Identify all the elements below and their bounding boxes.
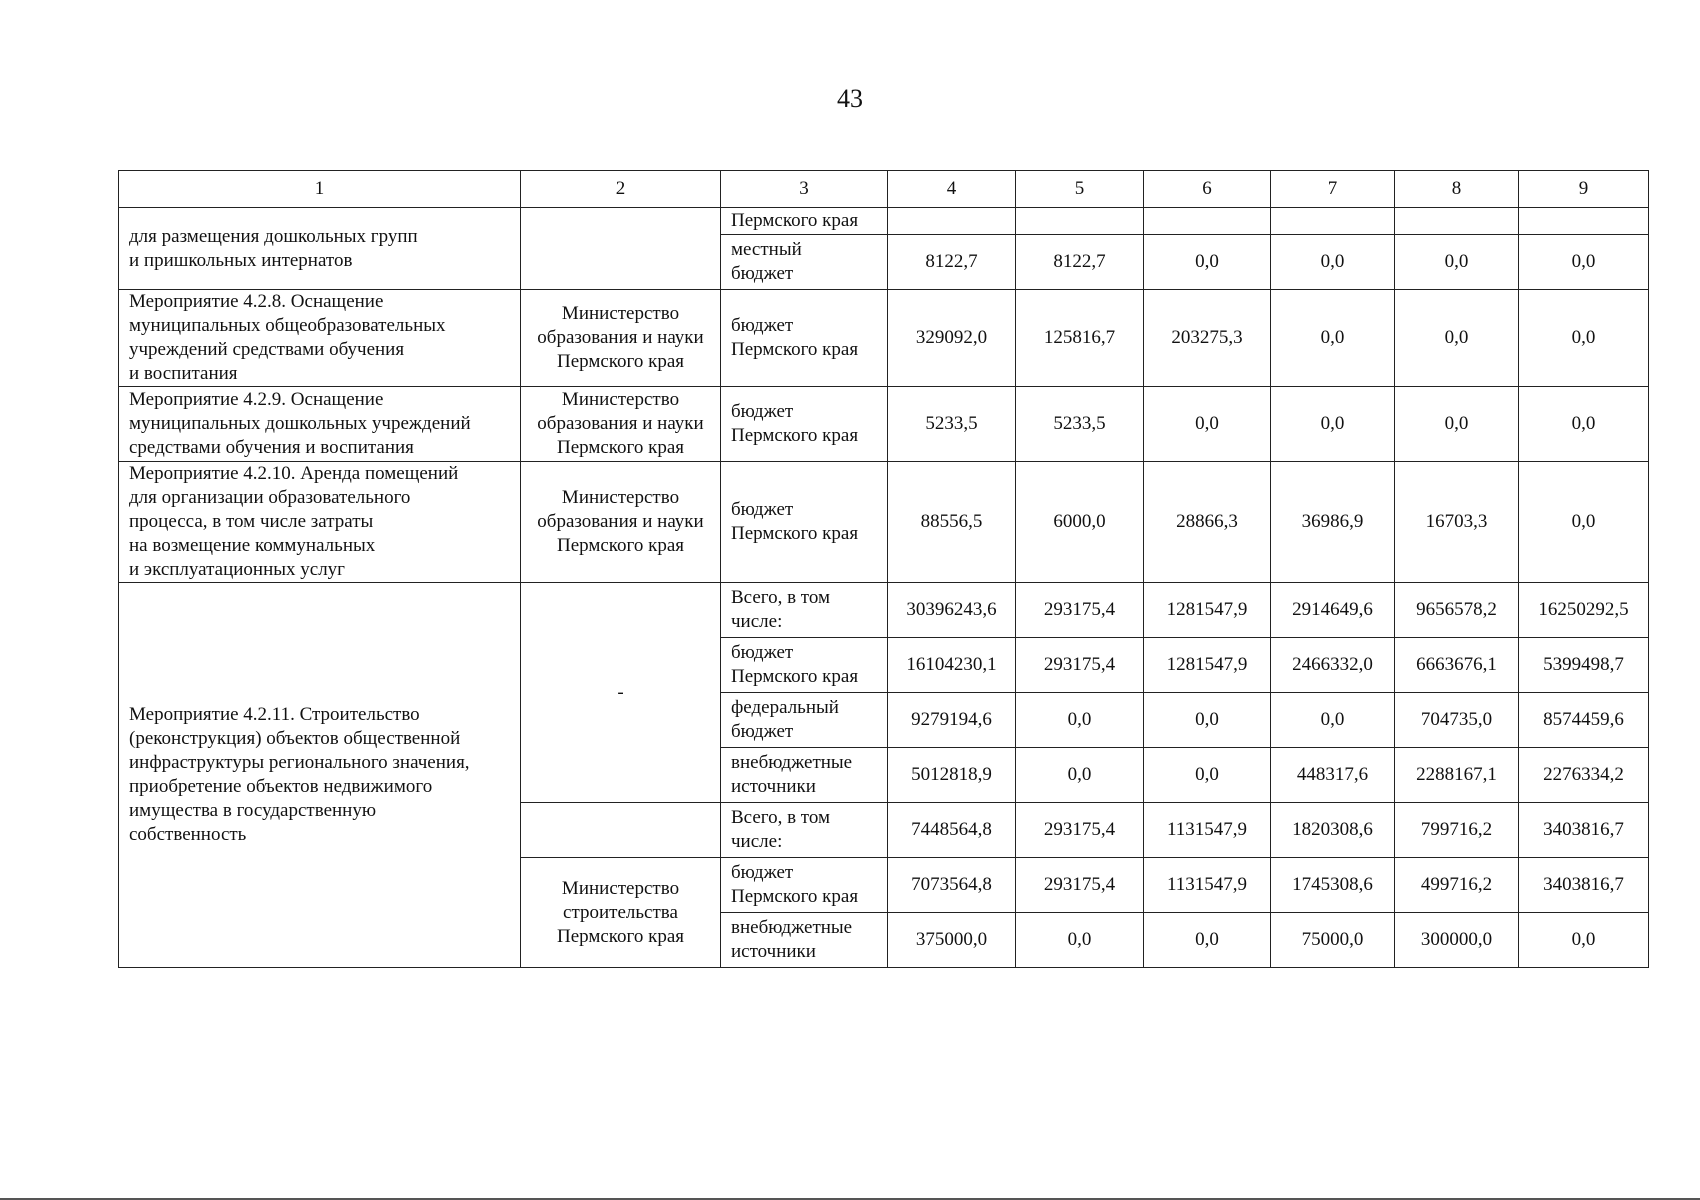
amount-cell: 125816,7 (1016, 290, 1144, 387)
executor-cell: - (521, 583, 721, 803)
amount-cell: 16104230,1 (888, 638, 1016, 693)
amount-cell: 9656578,2 (1395, 583, 1519, 638)
amount-cell: 1281547,9 (1144, 638, 1271, 693)
amount-cell (1519, 208, 1649, 235)
amount-cell: 2288167,1 (1395, 748, 1519, 803)
amount-cell: 0,0 (1144, 387, 1271, 462)
amount-cell: 0,0 (1519, 462, 1649, 583)
amount-cell (888, 208, 1016, 235)
amount-cell: 8574459,6 (1519, 693, 1649, 748)
amount-cell: 704735,0 (1395, 693, 1519, 748)
executor-cell (521, 208, 721, 290)
amount-cell (1144, 208, 1271, 235)
executor-cell: Министерство строительства Пермского края (521, 858, 721, 968)
table-row (119, 208, 1649, 235)
amount-cell: 75000,0 (1271, 913, 1395, 968)
amount-cell: 1745308,6 (1271, 858, 1395, 913)
event-name-cell: для размещения дошкольных групп и пришкольных интернатов (119, 208, 521, 290)
amount-cell: 0,0 (1395, 235, 1519, 290)
column-header: 6 (1144, 171, 1271, 208)
amount-cell: 0,0 (1519, 290, 1649, 387)
amount-cell: 1131547,9 (1144, 803, 1271, 858)
funding-source-cell: Пермского края (721, 208, 888, 235)
event-name-cell: Мероприятие 4.2.10. Аренда помещений для организации образовательного процесса, в том числе затраты на возмещение коммунальных и эксплуатационных услуг (119, 462, 521, 583)
column-header: 8 (1395, 171, 1519, 208)
column-header: 1 (119, 171, 521, 208)
column-header: 3 (721, 171, 888, 208)
event-name-cell: Мероприятие 4.2.9. Оснащение муниципальных дошкольных учреждений средствами обучения и воспитания (119, 387, 521, 462)
amount-cell: 0,0 (1016, 913, 1144, 968)
event-name-cell: Мероприятие 4.2.11. Строительство (реконструкция) объектов общественной инфраструктуры регионального значения, приобретение объектов недвижимого имущества в государственную собственность (119, 583, 521, 968)
amount-cell: 0,0 (1519, 235, 1649, 290)
amount-cell: 0,0 (1395, 290, 1519, 387)
amount-cell: 0,0 (1144, 748, 1271, 803)
column-header: 5 (1016, 171, 1144, 208)
amount-cell: 329092,0 (888, 290, 1016, 387)
amount-cell: 293175,4 (1016, 638, 1144, 693)
table-row (119, 387, 1649, 462)
funding-source-cell: местный бюджет (721, 235, 888, 290)
amount-cell: 2276334,2 (1519, 748, 1649, 803)
amount-cell: 1131547,9 (1144, 858, 1271, 913)
funding-source-cell: Всего, в том числе: (721, 803, 888, 858)
amount-cell: 16250292,5 (1519, 583, 1649, 638)
amount-cell (1395, 208, 1519, 235)
amount-cell: 16703,3 (1395, 462, 1519, 583)
amount-cell: 499716,2 (1395, 858, 1519, 913)
amount-cell: 293175,4 (1016, 803, 1144, 858)
amount-cell: 203275,3 (1144, 290, 1271, 387)
budget-table (118, 170, 1649, 968)
amount-cell: 0,0 (1144, 235, 1271, 290)
amount-cell: 2914649,6 (1271, 583, 1395, 638)
amount-cell: 0,0 (1271, 387, 1395, 462)
amount-cell: 6000,0 (1016, 462, 1144, 583)
amount-cell: 293175,4 (1016, 583, 1144, 638)
amount-cell: 28866,3 (1144, 462, 1271, 583)
amount-cell: 30396243,6 (888, 583, 1016, 638)
amount-cell: 0,0 (1395, 387, 1519, 462)
amount-cell: 88556,5 (888, 462, 1016, 583)
amount-cell (1016, 208, 1144, 235)
amount-cell: 0,0 (1271, 693, 1395, 748)
funding-source-cell: Всего, в том числе: (721, 583, 888, 638)
amount-cell: 5399498,7 (1519, 638, 1649, 693)
executor-cell (521, 803, 721, 858)
amount-cell: 0,0 (1519, 913, 1649, 968)
page-number: 43 (837, 84, 863, 113)
amount-cell (1271, 208, 1395, 235)
amount-cell: 0,0 (1519, 387, 1649, 462)
funding-source-cell: федеральный бюджет (721, 693, 888, 748)
amount-cell: 300000,0 (1395, 913, 1519, 968)
amount-cell: 0,0 (1271, 290, 1395, 387)
executor-cell: Министерство образования и науки Пермского края (521, 387, 721, 462)
funding-source-cell: бюджет Пермского края (721, 290, 888, 387)
event-name-cell: Мероприятие 4.2.8. Оснащение муниципальных общеобразовательных учреждений средствами обучения и воспитания (119, 290, 521, 387)
funding-source-cell: бюджет Пермского края (721, 638, 888, 693)
table-row (119, 583, 1649, 638)
executor-cell: Министерство образования и науки Пермского края (521, 462, 721, 583)
amount-cell: 799716,2 (1395, 803, 1519, 858)
amount-cell: 1281547,9 (1144, 583, 1271, 638)
executor-cell: Министерство образования и науки Пермского края (521, 290, 721, 387)
amount-cell: 0,0 (1016, 693, 1144, 748)
funding-source-cell: бюджет Пермского края (721, 462, 888, 583)
amount-cell: 7448564,8 (888, 803, 1016, 858)
table-row (119, 462, 1649, 583)
funding-source-cell: внебюджетные источники (721, 748, 888, 803)
amount-cell: 448317,6 (1271, 748, 1395, 803)
amount-cell: 293175,4 (1016, 858, 1144, 913)
column-header: 9 (1519, 171, 1649, 208)
amount-cell: 1820308,6 (1271, 803, 1395, 858)
amount-cell: 0,0 (1144, 693, 1271, 748)
amount-cell: 3403816,7 (1519, 803, 1649, 858)
amount-cell: 5012818,9 (888, 748, 1016, 803)
amount-cell: 5233,5 (1016, 387, 1144, 462)
table-body (119, 208, 1649, 968)
amount-cell: 8122,7 (888, 235, 1016, 290)
funding-source-cell: бюджет Пермского края (721, 387, 888, 462)
amount-cell: 0,0 (1271, 235, 1395, 290)
column-header: 4 (888, 171, 1016, 208)
column-number-row (119, 171, 1649, 208)
amount-cell: 36986,9 (1271, 462, 1395, 583)
amount-cell: 8122,7 (1016, 235, 1144, 290)
amount-cell: 0,0 (1144, 913, 1271, 968)
amount-cell: 6663676,1 (1395, 638, 1519, 693)
column-header: 7 (1271, 171, 1395, 208)
funding-source-cell: внебюджетные источники (721, 913, 888, 968)
amount-cell: 7073564,8 (888, 858, 1016, 913)
amount-cell: 375000,0 (888, 913, 1016, 968)
amount-cell: 9279194,6 (888, 693, 1016, 748)
table-row (119, 290, 1649, 387)
amount-cell: 2466332,0 (1271, 638, 1395, 693)
funding-source-cell: бюджет Пермского края (721, 858, 888, 913)
amount-cell: 0,0 (1016, 748, 1144, 803)
amount-cell: 3403816,7 (1519, 858, 1649, 913)
column-header: 2 (521, 171, 721, 208)
amount-cell: 5233,5 (888, 387, 1016, 462)
